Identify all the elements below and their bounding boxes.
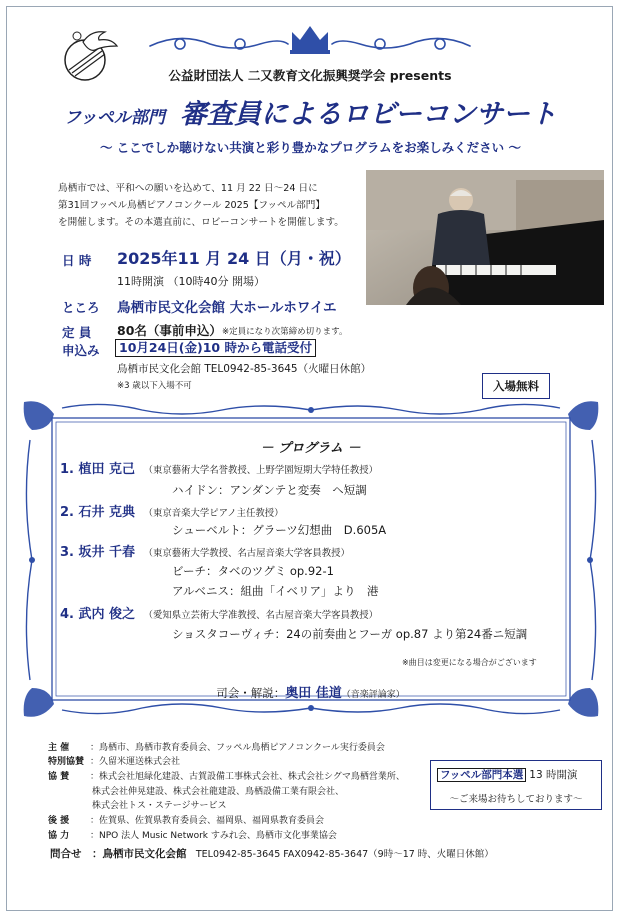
performer-affiliation: （愛知県立芸術大学准教授、名古屋音楽大学客員教授） xyxy=(143,610,378,621)
capacity-label: 定 員 xyxy=(62,325,92,340)
sponsor-text: 株式会社トス・ステージサービス xyxy=(92,801,227,811)
apply-label: 申込み xyxy=(62,343,100,358)
support-text: ：佐賀県、佐賀県教育委員会、福岡県、福岡県教育委員会 xyxy=(90,816,325,826)
contact-row xyxy=(50,846,494,861)
contact-detail: TEL0942-85-3645 FAX0942-85-3647（9時～17 時、火曜日休館） xyxy=(195,849,494,860)
organizer-text: ：鳥栖市、鳥栖市教育委員会、フッペル鳥栖ピアノコンクール実行委員会 xyxy=(90,743,385,753)
intro-line: 第31回フッペル鳥栖ピアノコンクール 2025【フッペル部門】 xyxy=(58,200,325,211)
host-name: 奥田 佳道 xyxy=(285,686,342,701)
date-label: 日 時 xyxy=(62,253,92,268)
tagline: ～ ここでしか聴けない共演と彩り豊かなプログラムをお楽しみください ～ xyxy=(99,140,522,155)
performer-affiliation: （東京藝術大学名誉教授、上野学園短期大学特任教授） xyxy=(143,465,378,476)
sponsor-text: 株式会社伸晃建設、株式会社龍建設、鳥栖設備工業有限会社、 xyxy=(92,787,345,797)
host-affiliation: （音楽評論家） xyxy=(341,690,405,700)
apply-value: 10月24日(金)10 時から電話受付 xyxy=(115,339,316,357)
performer-1 xyxy=(60,458,378,477)
performer-name: 坂井 千春 xyxy=(78,545,136,560)
main-round-time: 13 時開演 xyxy=(529,769,578,781)
sponsor-label: 協 賛 xyxy=(48,772,70,782)
piece: ショスタコーヴィチ：24の前奏曲とフーガ op.87 より第24番ニ短調 xyxy=(172,627,528,641)
page-title xyxy=(0,92,621,131)
cooperation-label: 協 力 xyxy=(48,831,70,841)
performer-number: 2. xyxy=(60,505,74,520)
performer-affiliation: （東京藝術大学教授、名古屋音楽大学客員教授） xyxy=(143,548,350,559)
host-label: 司会・解説： xyxy=(216,686,286,700)
special-sponsor-text: ：久留米運送株式会社 xyxy=(90,757,181,767)
piece: シューベルト：グラーツ幻想曲 D.605A xyxy=(172,523,387,537)
performer-number: 3. xyxy=(60,545,74,560)
contact-venue: ：鳥栖市民文化会館 xyxy=(92,848,187,860)
title-main: 審査員によるロビーコンサート xyxy=(179,99,557,130)
title-division: フッペル部門 xyxy=(64,108,165,128)
performer-name: 武内 俊之 xyxy=(78,607,136,622)
piece: ハイドン：アンダンテと変奏 ヘ短調 xyxy=(172,483,367,497)
intro-text xyxy=(58,180,368,231)
organizer-row xyxy=(48,742,385,755)
performer-3 xyxy=(60,541,350,560)
performer-number: 4. xyxy=(60,607,74,622)
piece: アルベニス：組曲「イベリア」より 港 xyxy=(172,584,379,598)
piano-dove-logo xyxy=(55,26,127,86)
special-sponsor-label: 特別協賛 xyxy=(48,757,85,767)
pianist-photo xyxy=(366,170,604,305)
performer-number: 1. xyxy=(60,462,74,477)
age-note: ※3 歳以下入場不可 xyxy=(117,381,192,391)
performer-affiliation: （東京音楽大学ピアノ主任教授） xyxy=(143,508,284,519)
organizer-label: 主 催 xyxy=(48,743,70,753)
capacity-note: ※定員になり次第締め切ります。 xyxy=(222,327,348,337)
crown-ornament xyxy=(140,22,480,58)
free-admission-badge: 入場無料 xyxy=(482,373,550,399)
performer-4 xyxy=(60,603,378,622)
main-round-name: フッペル部門本選 xyxy=(437,768,526,782)
cooperation-row xyxy=(48,830,337,843)
capacity-value: 80名（事前申込） xyxy=(117,323,222,338)
program-change-note: ※曲目は変更になる場合がございます xyxy=(402,658,537,667)
support-row xyxy=(48,815,324,828)
host-line xyxy=(0,682,621,701)
performer-name: 石井 克典 xyxy=(78,505,136,520)
intro-line: 鳥栖市では、平和への願いを込めて、11 月 22 日～24 日に xyxy=(58,183,318,194)
intro-line: を開催します。その本選直前に、ロビーコンサートを開催します。 xyxy=(58,217,344,228)
contact-label: 問合せ xyxy=(50,848,82,860)
date-value: 2025年11 月 24 日（月・祝） xyxy=(117,249,351,268)
main-round-box xyxy=(430,760,602,810)
time-value: 11時開演 （10時40分 開場） xyxy=(117,275,265,288)
venue-label: ところ xyxy=(62,300,100,315)
performer-2 xyxy=(60,501,283,520)
apply-contact: 鳥栖市民文化会館 TEL0942-85-3645（火曜日休館） xyxy=(117,363,372,375)
cooperation-text: ：NPO 法人 Music Network すみれ会、鳥栖市文化事業協会 xyxy=(90,831,337,841)
presenter-line: 公益財団法人 二又教育文化振興奨学会 presents xyxy=(168,68,452,83)
main-round-note: ～ご来場お待ちしております～ xyxy=(449,794,583,805)
support-label: 後 援 xyxy=(48,816,70,826)
program-title: － プログラム － xyxy=(260,441,361,456)
venue-value: 鳥栖市民文化会館 大ホールホワイエ xyxy=(117,300,337,316)
sponsor-row xyxy=(48,771,405,784)
piece: ビーチ：タベのツグミ op.92-1 xyxy=(172,564,334,578)
special-sponsor-row xyxy=(48,756,180,769)
sponsor-text: ：株式会社旭緑化建設、古賀設備工事株式会社、株式会社シグマ鳥栖営業所、 xyxy=(90,772,405,782)
performer-name: 植田 克己 xyxy=(78,462,136,477)
